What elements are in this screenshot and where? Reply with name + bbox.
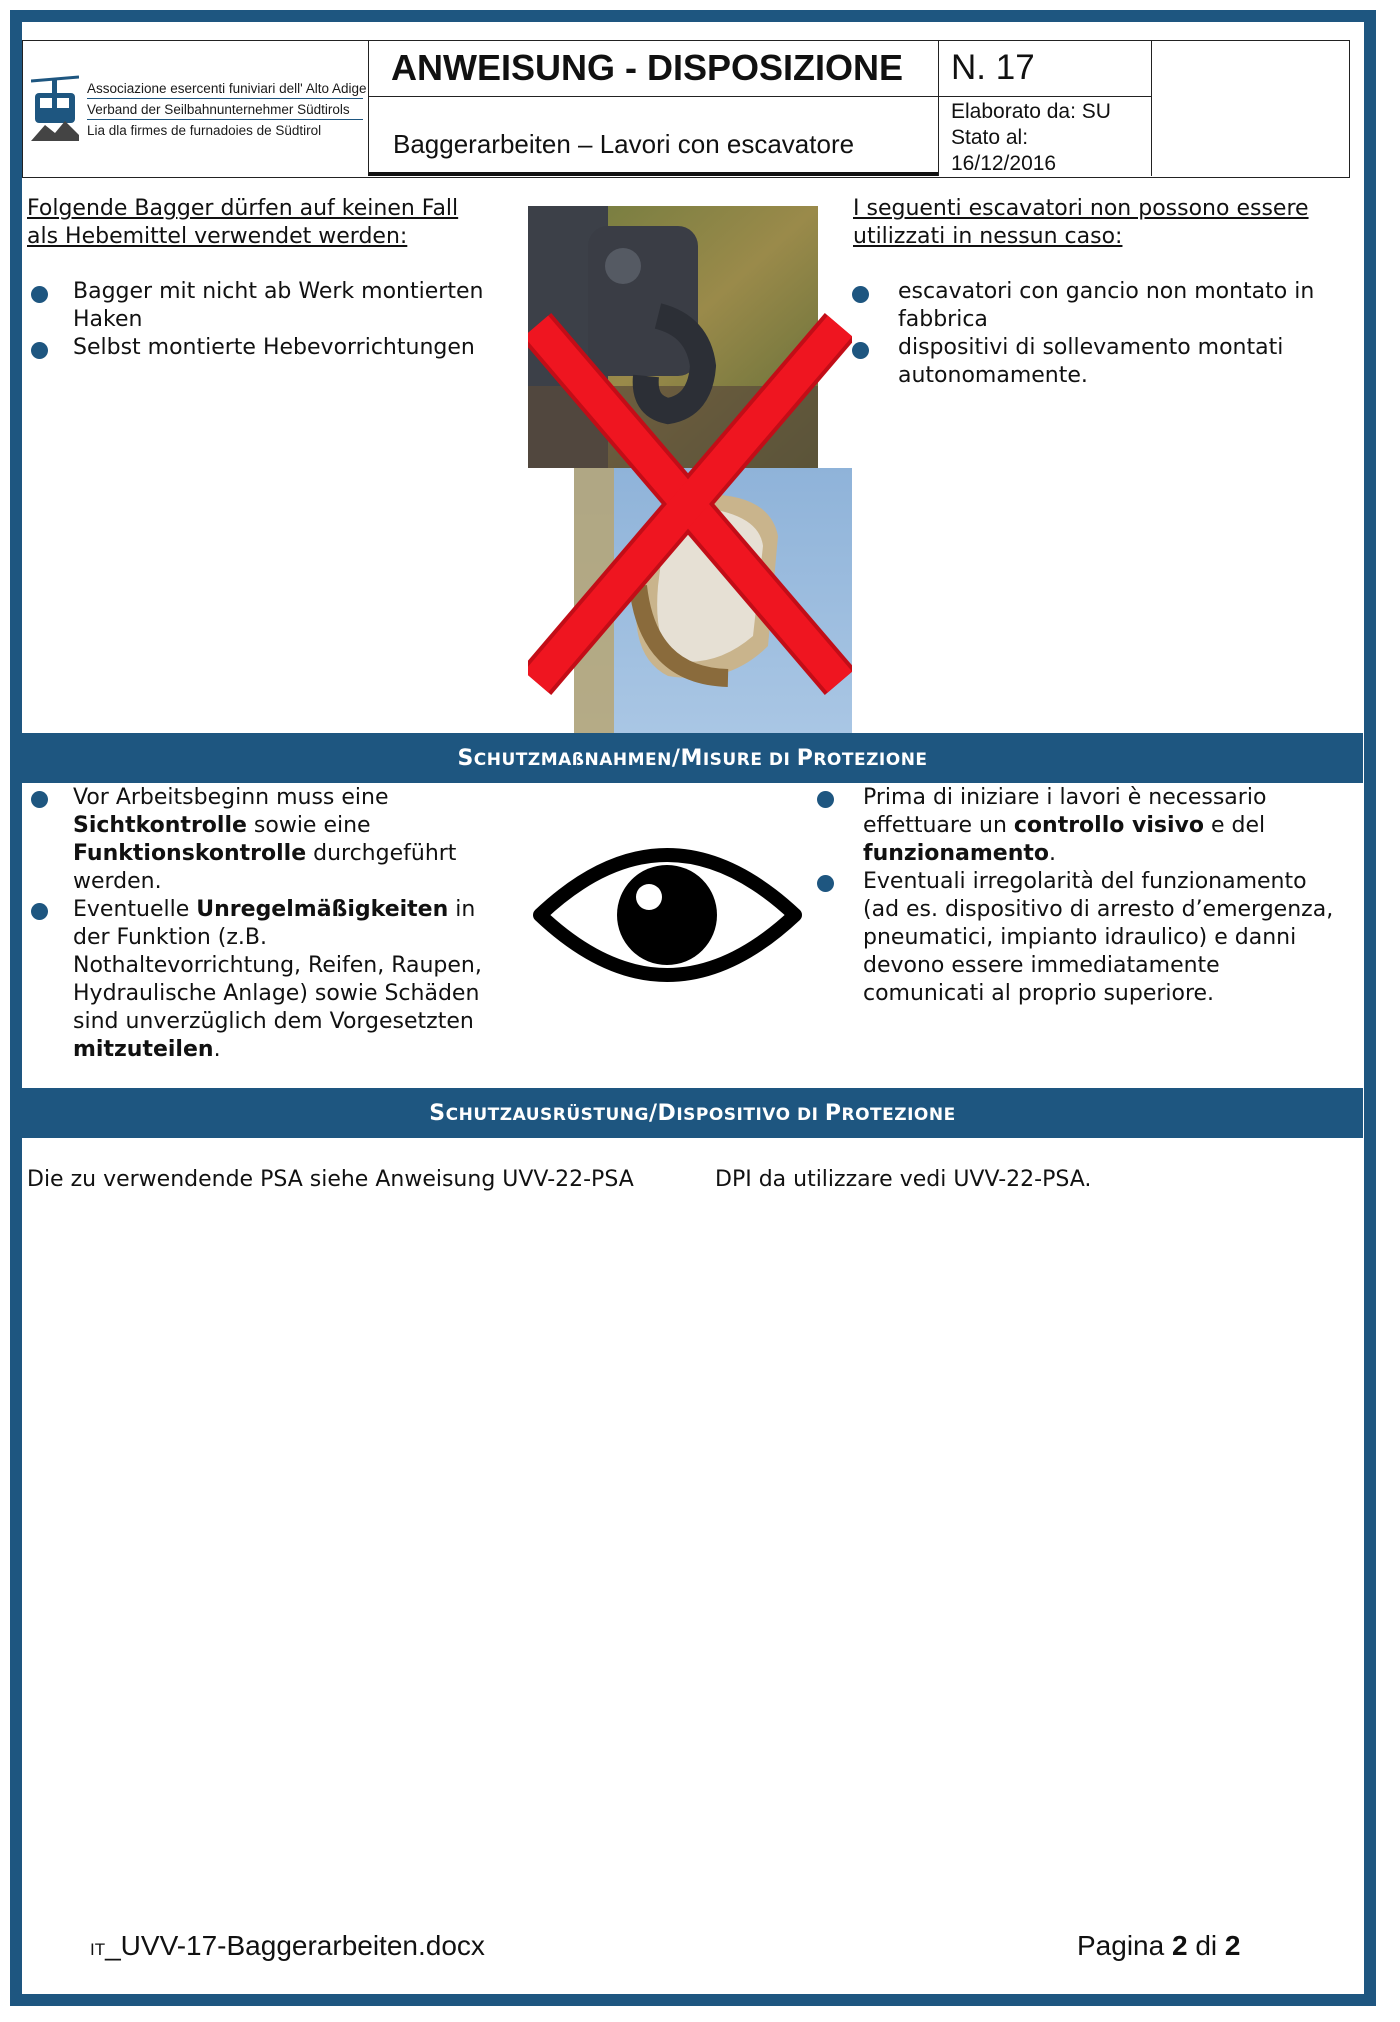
de-protection-line: Hydraulische Anlage) sowie Schäden	[73, 981, 480, 1006]
de-protection-line: werden.	[73, 869, 162, 894]
prepared-by: Elaborato da: SU	[951, 100, 1111, 123]
de-protection-line: der Funktion (z.B.	[73, 925, 267, 950]
bold-term: controllo visivo	[1013, 813, 1205, 838]
text-run: effettuare un	[863, 813, 1014, 838]
text-run: Eventuelle	[73, 897, 197, 922]
de-protection-line	[73, 1036, 221, 1064]
bar-text: /	[649, 1101, 658, 1126]
de-protection-line	[73, 840, 456, 868]
header-empty-cell	[1151, 41, 1349, 176]
protection-measures-bar	[22, 733, 1363, 783]
bar-text: /	[671, 746, 681, 771]
bar-text: ISURE DI	[702, 750, 797, 770]
text-run: e del	[1204, 813, 1266, 838]
text-run: sowie eine	[246, 813, 371, 838]
cable-car-icon	[31, 75, 79, 141]
it-prohibition-heading-2: utilizzati in nessun caso:	[853, 224, 1123, 249]
document-number: N. 17	[938, 41, 1151, 96]
logo-divider	[87, 119, 363, 120]
it-prohibition-heading-1: I seguenti escavatori non possono essere	[853, 196, 1309, 221]
bullet	[817, 791, 834, 808]
it-prohibition-item-2: dispositivi di sollevamento montati	[898, 335, 1284, 360]
status-date: 16/12/2016	[951, 152, 1057, 175]
status-label: Stato al:	[951, 126, 1029, 149]
it-prohibition-item-1: escavatori con gancio non montato in	[898, 279, 1315, 304]
page-current: 2	[1171, 1930, 1188, 1961]
bar-text: M	[680, 746, 703, 771]
bold-term: mitzuteilen	[73, 1037, 214, 1062]
it-equipment-note: DPI da utilizzare vedi UVV-22-PSA.	[715, 1167, 1092, 1192]
bold-term: Sichtkontrolle	[73, 813, 247, 838]
bullet	[31, 903, 48, 920]
text-run: durchgeführt	[306, 841, 457, 866]
logo-line-3: Lia dla firmes de furnadoies de Südtirol	[87, 123, 322, 138]
bullet	[31, 342, 48, 359]
de-prohibition-item-1: Bagger mit nicht ab Werk montierten	[73, 279, 484, 304]
footer-page-number	[1077, 1930, 1240, 1962]
bar-text: CHUTZMAßNAHMEN	[473, 750, 672, 770]
footer-prefix: IT	[90, 1940, 106, 1959]
de-protection-line	[73, 896, 475, 924]
bullet	[852, 286, 869, 303]
logo-line-1: Associazione esercenti funiviari dell' Alto Adige	[87, 81, 367, 96]
document-meta	[938, 96, 1151, 176]
bar-text: ROTEZIONE	[813, 750, 928, 770]
eye-icon	[530, 835, 805, 995]
bar-text: S	[457, 746, 474, 771]
it-protection-line: Prima di iniziare i lavori è necessario	[863, 785, 1267, 810]
association-logo	[23, 41, 368, 176]
de-prohibition-item-1-cont: Haken	[73, 307, 143, 332]
bullet	[31, 791, 48, 808]
page-of: di	[1187, 1930, 1225, 1961]
de-prohibition-heading-1: Folgende Bagger dürfen auf keinen Fall	[27, 196, 459, 221]
text-run: in	[448, 897, 476, 922]
forbidden-hook-photos	[528, 206, 852, 733]
text-run: .	[1049, 841, 1057, 866]
it-prohibition-item-2-cont: autonomamente.	[898, 363, 1088, 388]
footer-filename	[90, 1930, 485, 1962]
it-protection-line	[863, 812, 1265, 840]
bar-text: P	[796, 746, 814, 771]
bar-text: S	[429, 1101, 446, 1126]
de-protection-line	[73, 812, 371, 840]
it-protection-line: Eventuali irregolarità del funzionamento	[863, 869, 1307, 894]
text-run: .	[213, 1037, 221, 1062]
bullet	[852, 342, 869, 359]
it-protection-line: devono essere immediatamente	[863, 953, 1220, 978]
bullet	[31, 286, 48, 303]
de-protection-line: Vor Arbeitsbeginn muss eine	[73, 785, 389, 810]
it-protection-line: comunicati al proprio superiore.	[863, 981, 1215, 1006]
logo-line-2: Verband der Seilbahnunternehmer Südtirols	[87, 102, 350, 117]
bold-term: funzionamento	[863, 841, 1050, 866]
bullet	[817, 875, 834, 892]
it-protection-line: pneumatici, impianto idraulico) e danni	[863, 925, 1297, 950]
logo-divider	[87, 98, 363, 99]
document-header	[22, 40, 1350, 178]
page-word: Pagina	[1077, 1930, 1172, 1961]
it-prohibition-item-1-cont: fabbrica	[898, 307, 988, 332]
bold-term: Funktionskontrolle	[73, 841, 307, 866]
document-title: ANWEISUNG - DISPOSIZIONE	[368, 41, 938, 96]
bar-text: P	[824, 1101, 842, 1126]
de-protection-line: Nothaltevorrichtung, Reifen, Raupen,	[73, 953, 482, 978]
de-protection-line: sind unverzüglich dem Vorgesetzten	[73, 1009, 474, 1034]
protective-equipment-bar	[22, 1088, 1363, 1138]
bar-text: ISPOSITIVO DI	[676, 1105, 825, 1125]
document-subtitle: Baggerarbeiten – Lavori con escavatore	[368, 96, 938, 176]
footer-file: _UVV-17-Baggerarbeiten.docx	[105, 1930, 485, 1961]
de-prohibition-item-2: Selbst montierte Hebevorrichtungen	[73, 335, 475, 360]
de-prohibition-heading-2: als Hebemittel verwendet werden:	[27, 224, 408, 249]
bold-term: Unregelmäßigkeiten	[196, 897, 449, 922]
bar-text: CHUTZAUSRÜSTUNG	[445, 1105, 649, 1125]
page-total: 2	[1224, 1930, 1241, 1961]
bar-text: ROTEZIONE	[841, 1105, 956, 1125]
it-protection-line	[863, 840, 1056, 868]
it-protection-line: (ad es. dispositivo di arresto d’emergenza,	[863, 897, 1334, 922]
de-equipment-note: Die zu verwendende PSA siehe Anweisung UVV-22-PSA	[27, 1167, 634, 1192]
bar-text: D	[657, 1101, 677, 1126]
